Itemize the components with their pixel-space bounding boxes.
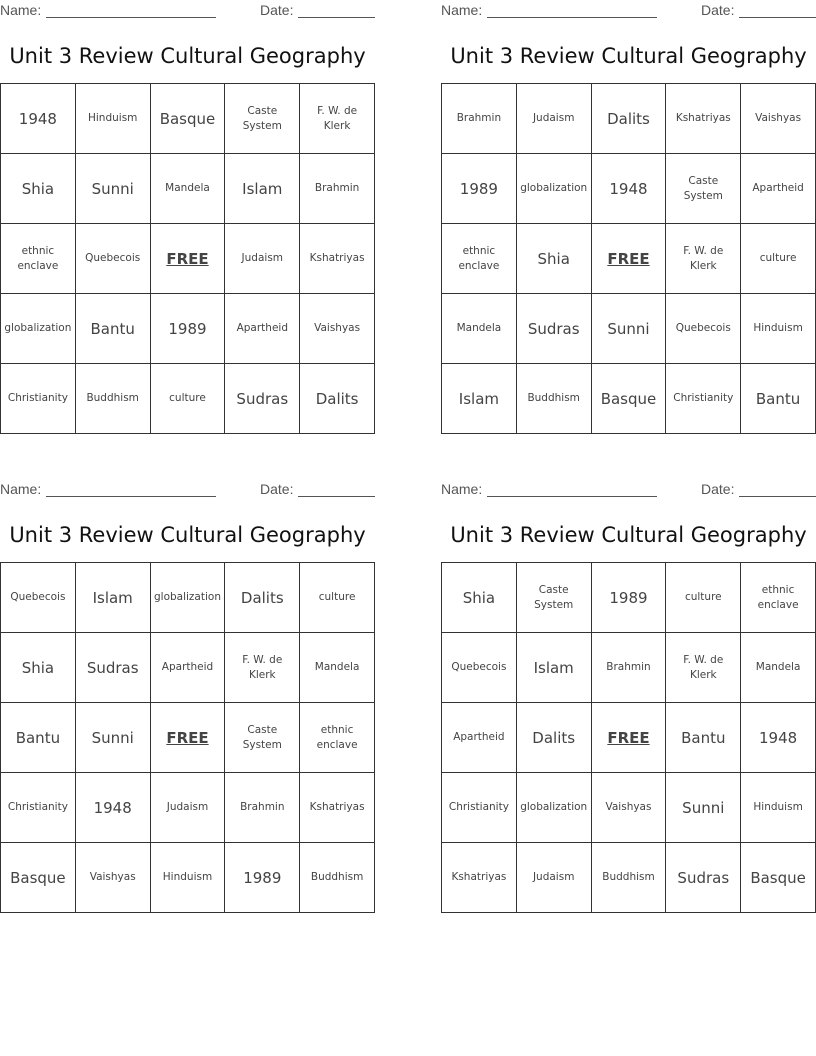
grid-row	[442, 84, 816, 154]
bingo-cell: Kshatriyas	[666, 84, 741, 154]
grid-row	[1, 633, 375, 703]
bingo-cell: 1948	[591, 154, 666, 224]
bingo-cell: Christianity	[1, 364, 76, 434]
bingo-cell: Islam	[225, 154, 300, 224]
name-date-row	[0, 479, 375, 501]
date-label: Date:	[260, 2, 294, 18]
bingo-cell: Apartheid	[741, 154, 816, 224]
date-blank-line	[298, 496, 375, 497]
bingo-cell: Kshatriyas	[300, 224, 375, 294]
bingo-cell: Islam	[75, 563, 150, 633]
bingo-cell: Sunni	[75, 703, 150, 773]
bingo-cell: Brahmin	[225, 773, 300, 843]
bingo-cell: ethnic enclave	[1, 224, 76, 294]
bingo-grid	[441, 83, 816, 434]
grid-row	[442, 703, 816, 773]
bingo-cell: ethnic enclave	[300, 703, 375, 773]
grid-row	[442, 154, 816, 224]
free-space-cell: FREE	[150, 703, 225, 773]
bingo-cell: 1989	[591, 563, 666, 633]
bingo-cell: Dalits	[300, 364, 375, 434]
bingo-card-3	[0, 479, 375, 887]
bingo-cell: Basque	[1, 843, 76, 913]
bingo-cell: culture	[300, 563, 375, 633]
bingo-card-4	[441, 479, 816, 887]
bingo-cell: Brahmin	[442, 84, 517, 154]
bingo-cell: F. W. de Klerk	[300, 84, 375, 154]
bingo-cell: Apartheid	[442, 703, 517, 773]
bingo-cell: Buddhism	[75, 364, 150, 434]
bingo-cell: Bantu	[75, 294, 150, 364]
bingo-cell: Mandela	[300, 633, 375, 703]
date-blank-line	[739, 496, 816, 497]
grid-row	[1, 703, 375, 773]
bingo-cell: Basque	[150, 84, 225, 154]
bingo-cell: Basque	[591, 364, 666, 434]
bingo-cell: Islam	[516, 633, 591, 703]
bingo-cell: Caste System	[225, 703, 300, 773]
card-title: Unit 3 Review Cultural Geography	[450, 44, 807, 68]
name-label: Name:	[441, 2, 483, 18]
grid-row	[1, 563, 375, 633]
bingo-cell: Vaishyas	[591, 773, 666, 843]
bingo-cell: Dalits	[591, 84, 666, 154]
grid-row	[1, 843, 375, 913]
free-space-cell: FREE	[591, 224, 666, 294]
card-title: Unit 3 Review Cultural Geography	[9, 523, 366, 547]
bingo-cell: Mandela	[150, 154, 225, 224]
free-space-cell: FREE	[591, 703, 666, 773]
bingo-cell: Buddhism	[300, 843, 375, 913]
bingo-cell: Sudras	[225, 364, 300, 434]
bingo-cell: Shia	[1, 633, 76, 703]
name-date-row	[441, 479, 816, 501]
bingo-cell: Christianity	[1, 773, 76, 843]
bingo-cell: Shia	[516, 224, 591, 294]
bingo-cell: Hinduism	[741, 294, 816, 364]
bingo-cell: Buddhism	[591, 843, 666, 913]
bingo-cell: Kshatriyas	[300, 773, 375, 843]
bingo-cell: Buddhism	[516, 364, 591, 434]
bingo-cell: Caste System	[666, 154, 741, 224]
bingo-cell: Sudras	[666, 843, 741, 913]
bingo-cell: Quebecois	[666, 294, 741, 364]
bingo-cell: Judaism	[225, 224, 300, 294]
grid-row	[1, 84, 375, 154]
bingo-cell: 1948	[741, 703, 816, 773]
bingo-cell: Shia	[442, 563, 517, 633]
bingo-grid	[0, 83, 375, 434]
name-label: Name:	[441, 481, 483, 497]
name-blank-line	[46, 496, 216, 497]
date-label: Date:	[701, 481, 735, 497]
card-title: Unit 3 Review Cultural Geography	[450, 523, 807, 547]
bingo-cell: Caste System	[225, 84, 300, 154]
bingo-cell: 1989	[225, 843, 300, 913]
bingo-cell: 1989	[150, 294, 225, 364]
grid-row	[1, 773, 375, 843]
bingo-cell: Bantu	[741, 364, 816, 434]
grid-row	[442, 633, 816, 703]
bingo-cell: globalization	[1, 294, 76, 364]
grid-row	[1, 224, 375, 294]
card-title: Unit 3 Review Cultural Geography	[9, 44, 366, 68]
bingo-cell: ethnic enclave	[741, 563, 816, 633]
grid-row	[1, 364, 375, 434]
bingo-cell: Hinduism	[75, 84, 150, 154]
bingo-cell: globalization	[516, 773, 591, 843]
bingo-cell: Apartheid	[225, 294, 300, 364]
grid-row	[442, 224, 816, 294]
bingo-cell: Brahmin	[300, 154, 375, 224]
bingo-cell: Mandela	[442, 294, 517, 364]
free-space-cell: FREE	[150, 224, 225, 294]
bingo-cell: Brahmin	[591, 633, 666, 703]
bingo-cell: Judaism	[150, 773, 225, 843]
bingo-cell: Vaishyas	[741, 84, 816, 154]
bingo-cell: culture	[150, 364, 225, 434]
grid-row	[442, 364, 816, 434]
bingo-cell: Quebecois	[75, 224, 150, 294]
bingo-cell: Sunni	[666, 773, 741, 843]
grid-row	[442, 563, 816, 633]
name-blank-line	[46, 17, 216, 18]
bingo-cell: Quebecois	[1, 563, 76, 633]
grid-row	[442, 294, 816, 364]
bingo-cell: ethnic enclave	[442, 224, 517, 294]
bingo-cell: F. W. de Klerk	[666, 633, 741, 703]
date-blank-line	[739, 17, 816, 18]
bingo-grid	[0, 562, 375, 913]
bingo-cell: 1948	[75, 773, 150, 843]
bingo-cell: Caste System	[516, 563, 591, 633]
name-label: Name:	[0, 2, 42, 18]
grid-row	[1, 294, 375, 364]
bingo-cell: Sunni	[591, 294, 666, 364]
bingo-cell: Christianity	[442, 773, 517, 843]
name-date-row	[0, 0, 375, 22]
bingo-cell: F. W. de Klerk	[225, 633, 300, 703]
bingo-card-1	[0, 0, 375, 408]
bingo-cell: Dalits	[516, 703, 591, 773]
bingo-cell: Apartheid	[150, 633, 225, 703]
name-label: Name:	[0, 481, 42, 497]
date-blank-line	[298, 17, 375, 18]
bingo-cell: Bantu	[666, 703, 741, 773]
grid-row	[1, 154, 375, 224]
bingo-cell: Islam	[442, 364, 517, 434]
bingo-cell: Hinduism	[150, 843, 225, 913]
bingo-cell: globalization	[150, 563, 225, 633]
bingo-cell: globalization	[516, 154, 591, 224]
bingo-cell: Vaishyas	[75, 843, 150, 913]
bingo-grid	[441, 562, 816, 913]
bingo-cell: Judaism	[516, 84, 591, 154]
bingo-cell: culture	[666, 563, 741, 633]
date-label: Date:	[701, 2, 735, 18]
name-date-row	[441, 0, 816, 22]
bingo-cell: Basque	[741, 843, 816, 913]
bingo-cell: Bantu	[1, 703, 76, 773]
bingo-cell: Judaism	[516, 843, 591, 913]
bingo-cell: Kshatriyas	[442, 843, 517, 913]
bingo-cell: Sudras	[516, 294, 591, 364]
bingo-cell: Shia	[1, 154, 76, 224]
bingo-cell: Quebecois	[442, 633, 517, 703]
grid-row	[442, 773, 816, 843]
bingo-card-2	[441, 0, 816, 408]
bingo-cell: 1989	[442, 154, 517, 224]
bingo-cell: culture	[741, 224, 816, 294]
bingo-cell: Sunni	[75, 154, 150, 224]
bingo-cell: Vaishyas	[300, 294, 375, 364]
bingo-cell: Mandela	[741, 633, 816, 703]
bingo-cell: F. W. de Klerk	[666, 224, 741, 294]
bingo-cell: 1948	[1, 84, 76, 154]
bingo-cell: Christianity	[666, 364, 741, 434]
name-blank-line	[487, 17, 657, 18]
name-blank-line	[487, 496, 657, 497]
bingo-cell: Dalits	[225, 563, 300, 633]
bingo-cell: Sudras	[75, 633, 150, 703]
date-label: Date:	[260, 481, 294, 497]
grid-row	[442, 843, 816, 913]
bingo-cell: Hinduism	[741, 773, 816, 843]
